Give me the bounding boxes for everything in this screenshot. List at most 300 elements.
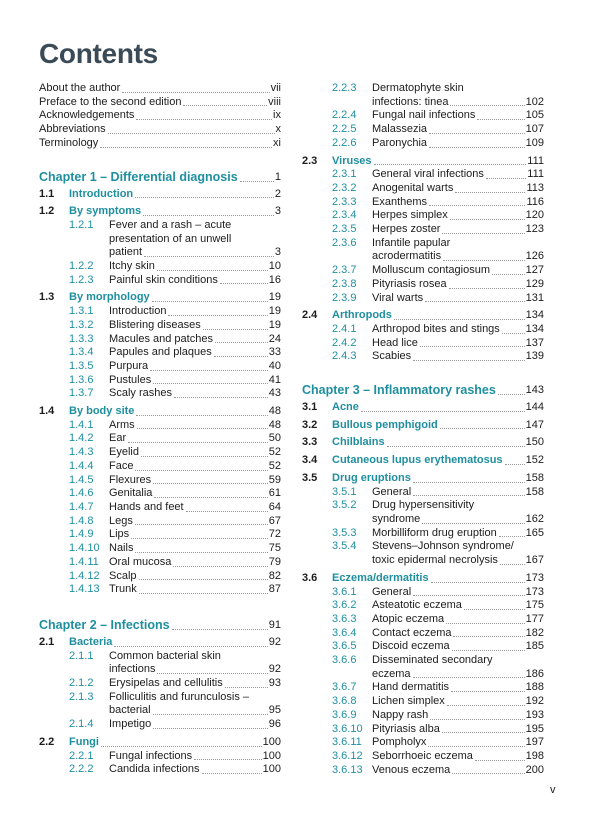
- leader-dots: [413, 360, 525, 361]
- toc-subsection[interactable]: [302, 237, 544, 251]
- page-folio: v: [550, 784, 556, 796]
- leader-dots: [450, 219, 525, 220]
- section-title: Cutaneous lupus erythematosus: [332, 454, 503, 467]
- toc-subsection[interactable]: [39, 474, 281, 488]
- entry-page: 43: [268, 387, 281, 400]
- toc-subsection[interactable]: [302, 182, 544, 196]
- subsection-number: 1.4.6: [69, 487, 94, 500]
- subsection-number: 1.4.4: [69, 459, 94, 472]
- toc-subsection[interactable]: [39, 274, 281, 288]
- entry-page: 61: [268, 487, 281, 500]
- toc-subsection[interactable]: [302, 123, 544, 137]
- subsection-number: 3.6.7: [332, 681, 357, 694]
- subsection-title: Introduction: [109, 305, 167, 318]
- leader-dots: [446, 623, 524, 624]
- toc-subsection[interactable]: [39, 501, 281, 515]
- toc-subsection[interactable]: [39, 460, 281, 474]
- subsection-number: 1.3.7: [69, 387, 94, 400]
- toc-subsection[interactable]: [302, 499, 544, 513]
- entry-title: Preface to the second edition: [39, 95, 182, 108]
- entry-page: 2: [274, 187, 281, 200]
- subsection-title: Exanthems: [372, 195, 428, 208]
- entry-page: 100: [262, 735, 281, 748]
- toc-entry-front-matter[interactable]: [39, 82, 281, 96]
- toc-subsection[interactable]: [302, 278, 544, 292]
- leader-dots: [361, 411, 525, 412]
- leader-dots: [135, 197, 274, 198]
- toc-subsection[interactable]: [302, 654, 544, 668]
- leader-dots: [450, 105, 524, 106]
- section-title: Introduction: [69, 187, 134, 200]
- subsection-number: 2.4.1: [332, 322, 357, 335]
- toc-section[interactable]: [302, 572, 544, 586]
- entry-page: 158: [525, 485, 544, 498]
- toc-subsection[interactable]: [39, 432, 281, 446]
- subsection-title: Nappy rash: [372, 708, 429, 721]
- subsection-number: 1.4.8: [69, 514, 94, 527]
- toc-subsection-continuation[interactable]: [39, 233, 281, 247]
- entry-page: 33: [268, 346, 281, 359]
- leader-dots: [122, 92, 269, 93]
- subsection-title: Anogenital warts: [372, 181, 454, 194]
- section-1-4-subsections: [39, 419, 281, 597]
- entry-page: 64: [268, 500, 281, 513]
- toc-subsection[interactable]: [302, 292, 544, 306]
- entry-page: 116: [526, 195, 544, 208]
- subsection-title: Impetigo: [109, 718, 152, 731]
- toc-section[interactable]: [302, 436, 544, 450]
- subsection-title: Hands and feet: [109, 500, 184, 513]
- subsection-number: 2.3.4: [332, 209, 357, 222]
- leader-dots: [139, 579, 268, 580]
- leader-dots: [440, 428, 525, 429]
- entry-title: Terminology: [39, 136, 99, 149]
- leader-dots: [154, 497, 267, 498]
- leader-dots: [443, 260, 525, 261]
- toc-chapter-1[interactable]: [39, 169, 281, 185]
- subsection-title-line: infections: [109, 663, 156, 676]
- toc-subsection[interactable]: [302, 640, 544, 654]
- toc-subsection[interactable]: [39, 319, 281, 333]
- subsection-title-line: acrodermatitis: [372, 250, 442, 263]
- toc-subsection[interactable]: [39, 219, 281, 233]
- entry-page: 186: [525, 667, 544, 680]
- subsection-title: Venous eczema: [372, 763, 451, 776]
- toc-subsection-continuation[interactable]: [39, 704, 281, 718]
- leader-dots: [449, 288, 525, 289]
- toc-subsection[interactable]: [302, 137, 544, 151]
- toc-subsection[interactable]: [39, 374, 281, 388]
- toc-subsection[interactable]: [39, 583, 281, 597]
- section-number: 3.6: [302, 571, 318, 584]
- subsection-number: 2.2.6: [332, 136, 357, 149]
- leader-dots: [143, 215, 274, 216]
- subsection-number: 2.3.2: [332, 181, 357, 194]
- toc-section[interactable]: [39, 405, 281, 419]
- toc-subsection[interactable]: [39, 387, 281, 401]
- subsection-number: 1.4.9: [69, 528, 94, 541]
- toc-subsection[interactable]: [39, 515, 281, 529]
- toc-section[interactable]: [39, 636, 281, 650]
- entry-page: 185: [525, 640, 544, 653]
- leader-dots: [451, 691, 525, 692]
- subsection-number: 2.2.5: [332, 123, 357, 136]
- section-1-3-subsections: [39, 305, 281, 401]
- subsection-title: Pustules: [109, 373, 152, 386]
- subsection-number: 2.2.1: [69, 749, 94, 762]
- subsection-title: Malassezia: [372, 123, 428, 136]
- subsection-title: Arthropod bites and stings: [372, 322, 500, 335]
- subsection-title: General viral infections: [372, 168, 484, 181]
- leader-dots: [422, 523, 524, 524]
- entry-page: 91: [268, 618, 281, 631]
- entry-page: ix: [273, 109, 281, 122]
- toc-subsection[interactable]: [302, 323, 544, 337]
- entry-page: 48: [268, 418, 281, 431]
- subsection-title: Eyelid: [109, 446, 139, 459]
- subsection-title: Purpura: [109, 359, 149, 372]
- section-number: 1.3: [39, 291, 55, 304]
- chapter-title: Chapter 2 – Infections: [39, 617, 170, 632]
- entry-page: 175: [525, 599, 544, 612]
- entry-page: 173: [525, 571, 544, 584]
- toc-subsection[interactable]: [302, 337, 544, 351]
- leader-dots: [429, 133, 525, 134]
- subsection-number: 2.3.6: [332, 236, 357, 249]
- section-title: Bullous pemphigoid: [332, 418, 438, 431]
- toc-subsection-continuation[interactable]: [39, 663, 281, 677]
- subsection-title-line: patient: [109, 246, 143, 259]
- entry-page: 143: [525, 384, 544, 397]
- toc-entry-front-matter[interactable]: [39, 109, 281, 123]
- leader-dots: [502, 333, 525, 334]
- toc-subsection[interactable]: [302, 209, 544, 223]
- entry-page: 75: [268, 542, 281, 555]
- entry-page: 24: [268, 332, 281, 345]
- entry-page: 95: [268, 704, 281, 717]
- subsection-number: 2.1.2: [69, 677, 94, 690]
- leader-dots: [428, 746, 524, 747]
- entry-page: 109: [525, 136, 544, 149]
- subsection-title: Scaly rashes: [109, 387, 172, 400]
- entry-title: Abbreviations: [39, 123, 106, 136]
- subsection-number: 3.6.12: [332, 749, 363, 762]
- entry-page: 137: [525, 336, 544, 349]
- subsection-number: 2.3.8: [332, 277, 357, 290]
- subsection-title: Atopic eczema: [372, 612, 445, 625]
- entry-page: 134: [525, 322, 544, 335]
- subsection-number: 1.3.5: [69, 359, 94, 372]
- subsection-number: 3.6.13: [332, 763, 363, 776]
- subsection-title-line: infections: tinea: [372, 95, 449, 108]
- subsection-title-line: Stevens–Johnson syndrome/: [372, 540, 514, 553]
- subsection-title: Painful skin conditions: [109, 273, 218, 286]
- toc-section[interactable]: [302, 419, 544, 433]
- leader-dots: [475, 760, 525, 761]
- subsection-title: Genitalia: [109, 487, 153, 500]
- toc-subsection[interactable]: [39, 750, 281, 764]
- entry-page: xi: [273, 136, 281, 149]
- entry-page: 192: [525, 695, 544, 708]
- entry-page: 134: [525, 309, 544, 322]
- subsection-title: Papules and plaques: [109, 346, 212, 359]
- leader-dots: [135, 552, 267, 553]
- toc-section[interactable]: [39, 736, 281, 750]
- leader-dots: [447, 705, 525, 706]
- subsection-title: Face: [109, 459, 134, 472]
- subsection-number: 1.4.11: [69, 555, 99, 568]
- toc-subsection[interactable]: [39, 677, 281, 691]
- subsection-title: Paronychia: [372, 136, 428, 149]
- entry-page: 182: [525, 626, 544, 639]
- subsection-title: Erysipelas and cellulitis: [109, 677, 223, 690]
- toc-subsection[interactable]: [302, 196, 544, 210]
- leader-dots: [420, 346, 525, 347]
- entry-page: 82: [268, 569, 281, 582]
- toc-subsection[interactable]: [39, 333, 281, 347]
- subsection-title: Arms: [109, 418, 135, 431]
- subsection-title: Seborrhoeic eczema: [372, 749, 473, 762]
- entry-page: 131: [525, 291, 544, 304]
- subsection-title: Morbilliform drug eruption: [372, 526, 497, 539]
- toc-subsection-continuation[interactable]: [302, 250, 544, 264]
- toc-subsection-continuation[interactable]: [39, 246, 281, 260]
- subsection-number: 1.3.1: [69, 305, 94, 318]
- subsection-number: 3.5.1: [332, 485, 357, 498]
- toc-entry-front-matter[interactable]: [39, 137, 281, 151]
- entry-page: 1: [274, 170, 281, 183]
- subsection-title-line: eczema: [372, 667, 411, 680]
- entry-page: 19: [268, 305, 281, 318]
- toc-subsection[interactable]: [39, 718, 281, 732]
- entry-page: 19: [268, 318, 281, 331]
- leader-dots: [430, 719, 524, 720]
- toc-subsection[interactable]: [302, 540, 544, 554]
- subsection-title-line: Dermatophyte skin: [372, 82, 464, 94]
- entry-page: 67: [268, 514, 281, 527]
- entry-page: 173: [525, 585, 544, 598]
- entry-title: About the author: [39, 82, 121, 94]
- subsection-number: 2.3.3: [332, 195, 357, 208]
- subsection-number: 2.2.4: [332, 109, 357, 122]
- subsection-title-line: Common bacterial skin: [109, 649, 221, 662]
- section-number: 3.4: [302, 454, 318, 467]
- entry-page: 111: [527, 154, 544, 167]
- subsection-number: 3.6.5: [332, 640, 357, 653]
- entry-page: 111: [527, 168, 544, 181]
- subsection-title: Macules and patches: [109, 332, 213, 345]
- leader-dots: [452, 773, 524, 774]
- toc-subsection[interactable]: [302, 82, 544, 96]
- subsection-title: Legs: [109, 514, 133, 527]
- subsection-number: 2.3.1: [332, 168, 357, 181]
- leader-dots: [453, 636, 524, 637]
- subsection-number: 1.3.6: [69, 373, 94, 386]
- entry-page: 127: [525, 264, 544, 277]
- subsection-title: General: [372, 485, 412, 498]
- toc-subsection[interactable]: [39, 528, 281, 542]
- entry-page: 139: [525, 350, 544, 363]
- toc-subsection[interactable]: [39, 570, 281, 584]
- leader-dots: [442, 732, 525, 733]
- toc-section[interactable]: [302, 155, 544, 169]
- subsection-title: Lichen simplex: [372, 695, 445, 708]
- subsection-number: 2.1.3: [69, 690, 94, 703]
- section-title: Arthropods: [332, 309, 392, 322]
- subsection-title: Nails: [109, 542, 134, 555]
- entry-page: 100: [262, 749, 281, 762]
- section-number: 2.1: [39, 635, 55, 648]
- toc-section[interactable]: [39, 188, 281, 202]
- toc-subsection[interactable]: [302, 764, 544, 778]
- section-title: Eczema/dermatitis: [332, 571, 429, 584]
- toc-subsection[interactable]: [302, 350, 544, 364]
- toc-subsection[interactable]: [302, 109, 544, 123]
- entry-page: 147: [525, 418, 544, 431]
- section-title: By body site: [69, 405, 135, 418]
- toc-subsection-continuation[interactable]: [302, 96, 544, 110]
- toc-entry-front-matter[interactable]: [39, 96, 281, 110]
- subsection-title: Scabies: [372, 350, 412, 363]
- entry-page: 96: [268, 718, 281, 731]
- toc-subsection[interactable]: [39, 556, 281, 570]
- chapter-title: Chapter 3 – Inflammatory rashes: [302, 383, 496, 398]
- toc-subsection[interactable]: [302, 750, 544, 764]
- subsection-title-line: Fever and a rash – acute: [109, 218, 232, 231]
- subsection-title: Itchy skin: [109, 260, 155, 273]
- toc-subsection[interactable]: [39, 346, 281, 360]
- entry-page: 152: [525, 454, 544, 467]
- subsection-title: Scalp: [109, 569, 137, 582]
- subsection-number: 3.6.11: [332, 736, 362, 749]
- leader-dots: [500, 564, 525, 565]
- toc-section[interactable]: [39, 291, 281, 305]
- toc-subsection[interactable]: [302, 681, 544, 695]
- subsection-title: Candida infections: [109, 763, 200, 776]
- toc-subsection[interactable]: [39, 763, 281, 777]
- toc-section[interactable]: [302, 401, 544, 415]
- toc-subsection[interactable]: [39, 487, 281, 501]
- entry-page: 197: [525, 736, 544, 749]
- leader-dots: [183, 105, 267, 106]
- subsection-title-line: Disseminated secondary: [372, 654, 493, 667]
- toc-subsection[interactable]: [302, 613, 544, 627]
- entry-page: 144: [525, 401, 544, 414]
- subsection-number: 3.6.9: [332, 708, 357, 721]
- entry-page: 102: [525, 95, 544, 108]
- toc-subsection[interactable]: [39, 691, 281, 705]
- leader-dots: [477, 119, 524, 120]
- subsection-number: 2.2.2: [69, 763, 94, 776]
- toc-section[interactable]: [302, 309, 544, 323]
- subsection-title: Ear: [109, 432, 127, 445]
- leader-dots: [486, 178, 526, 179]
- toc-subsection[interactable]: [39, 446, 281, 460]
- toc-subsection[interactable]: [39, 419, 281, 433]
- entry-page: 100: [262, 763, 281, 776]
- toc-subsection[interactable]: [39, 542, 281, 556]
- leader-dots: [153, 483, 268, 484]
- leader-dots: [186, 511, 268, 512]
- subsection-title: Herpes zoster: [372, 223, 441, 236]
- toc-subsection[interactable]: [302, 736, 544, 750]
- leader-dots: [168, 315, 267, 316]
- subsection-number: 1.4.3: [69, 446, 94, 459]
- leader-dots: [203, 329, 268, 330]
- subsection-number: 3.6.2: [332, 599, 357, 612]
- entry-page: vii: [270, 82, 281, 94]
- entry-page: 41: [268, 373, 281, 386]
- toc-subsection[interactable]: [302, 695, 544, 709]
- entry-page: 195: [525, 722, 544, 735]
- toc-subsection[interactable]: [302, 586, 544, 600]
- leader-dots: [114, 646, 267, 647]
- toc-section[interactable]: [302, 472, 544, 486]
- entry-page: 129: [525, 277, 544, 290]
- leader-dots: [429, 147, 525, 148]
- entry-page: 87: [268, 583, 281, 596]
- toc-subsection-continuation[interactable]: [302, 554, 544, 568]
- leader-dots: [455, 192, 525, 193]
- section-title: Drug eruptions: [332, 471, 411, 484]
- toc-chapter-2[interactable]: [39, 617, 281, 633]
- section-number: 2.2: [39, 735, 55, 748]
- toc-subsection-continuation[interactable]: [302, 513, 544, 527]
- toc-subsection-continuation[interactable]: [302, 668, 544, 682]
- subsection-number: 2.3.9: [332, 291, 357, 304]
- toc-subsection[interactable]: [302, 527, 544, 541]
- subsection-title: Discoid eczema: [372, 640, 450, 653]
- leader-dots: [152, 301, 268, 302]
- entry-page: 200: [525, 763, 544, 776]
- subsection-title: Blistering diseases: [109, 318, 201, 331]
- subsection-title: Trunk: [109, 583, 137, 596]
- toc-subsection[interactable]: [39, 260, 281, 274]
- toc-subsection[interactable]: [39, 305, 281, 319]
- subsection-number: 2.2.3: [332, 82, 357, 94]
- entry-page: 50: [268, 432, 281, 445]
- chapter-title: Chapter 1 – Differential diagnosis: [39, 169, 238, 184]
- subsection-title-line: toxic epidermal necrolysis: [372, 554, 498, 567]
- leader-dots: [101, 746, 262, 747]
- section-title: Chilblains: [332, 436, 385, 449]
- toc-entry-front-matter[interactable]: [39, 123, 281, 137]
- toc-section[interactable]: [39, 205, 281, 219]
- entry-page: 188: [525, 681, 544, 694]
- leader-dots: [136, 119, 272, 120]
- toc-subsection[interactable]: [302, 627, 544, 641]
- toc-subsection[interactable]: [302, 168, 544, 182]
- leader-dots: [413, 482, 525, 483]
- toc-subsection[interactable]: [302, 723, 544, 737]
- subsection-number: 1.4.2: [69, 432, 94, 445]
- subsection-title: Pityriasis alba: [372, 722, 440, 735]
- entry-page: 72: [268, 528, 281, 541]
- subsection-number: 3.5.3: [332, 526, 357, 539]
- toc-subsection[interactable]: [302, 223, 544, 237]
- toc-subsection[interactable]: [302, 709, 544, 723]
- toc-subsection[interactable]: [39, 650, 281, 664]
- toc-chapter-3[interactable]: [302, 382, 544, 398]
- toc-section[interactable]: [302, 454, 544, 468]
- subsection-number: 2.3.5: [332, 223, 357, 236]
- toc-subsection[interactable]: [39, 360, 281, 374]
- entry-page: 40: [268, 359, 281, 372]
- leader-dots: [387, 446, 525, 447]
- toc-subsection[interactable]: [302, 264, 544, 278]
- toc-subsection[interactable]: [302, 486, 544, 500]
- toc-subsection[interactable]: [302, 599, 544, 613]
